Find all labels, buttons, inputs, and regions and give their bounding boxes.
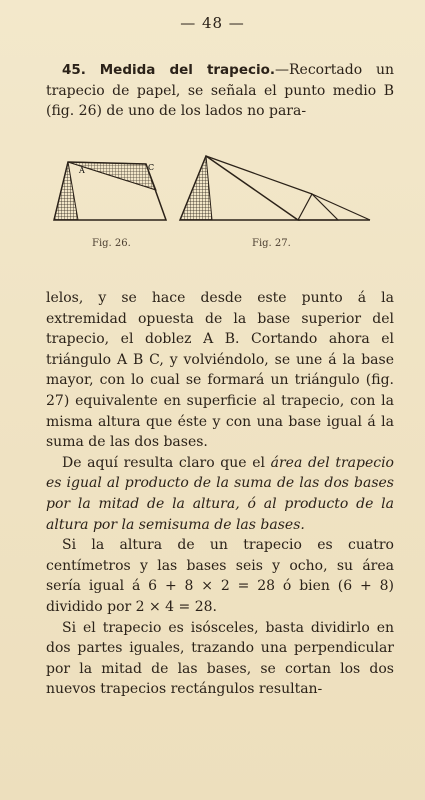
paragraph-1: lelos, y se hace desde este punto á la extremidad opuesta de la base superior del trapecio, el doblez A B. Cortando ahora el triángulo A B C, y volviéndolo, se une á la base mayor, con lo cual se formará un triángulo (fig. 27) equivalente en superficie al trapecio, con la misma altura que éste y con una base igual á la suma de las dos bases.	[46, 290, 394, 451]
section-title: Medida del trapecio.	[99, 62, 276, 78]
page-number: — 48 —	[180, 14, 245, 32]
label-c: C	[148, 163, 155, 172]
main-text	[46, 288, 394, 700]
paragraph-2-start: De aquí resulta claro que el	[62, 454, 271, 471]
label-a: A	[79, 166, 85, 175]
paragraph-3: Si la altura de un trapecio es cuatro centímetros y las bases seis y ocho, su área sería igual á 6 + 8 × 2 = 28 ó bien (6 + 8) dividido por 2 × 4 = 28.	[46, 537, 394, 615]
fig-26-caption: Fig. 26.	[92, 238, 131, 249]
figures-area	[46, 150, 394, 260]
trapezoid-figures	[46, 150, 394, 230]
figure-26	[54, 162, 166, 220]
fig-27-caption: Fig. 27.	[252, 238, 291, 249]
paragraph-2	[46, 453, 394, 535]
paragraph-4: Si el trapecio es isósceles, basta dividirlo en dos partes iguales, trazando una perpendicular por la mitad de las bases, se cortan los dos nuevos trapecios rectángulos resultan-	[46, 619, 394, 698]
section-intro-text: —Recortado un trapecio de papel, se señala el punto medio B (fig. 26) de uno de los lados no para-	[46, 62, 395, 120]
section-number: 45.	[62, 62, 86, 78]
area-rule-italic: área del trapecio es igual al producto de la suma de las dos bases por la mitad de la altura, ó al producto de la altura por la semisuma de las bases.	[46, 454, 394, 533]
section-intro	[46, 60, 394, 122]
figure-27	[180, 156, 370, 220]
